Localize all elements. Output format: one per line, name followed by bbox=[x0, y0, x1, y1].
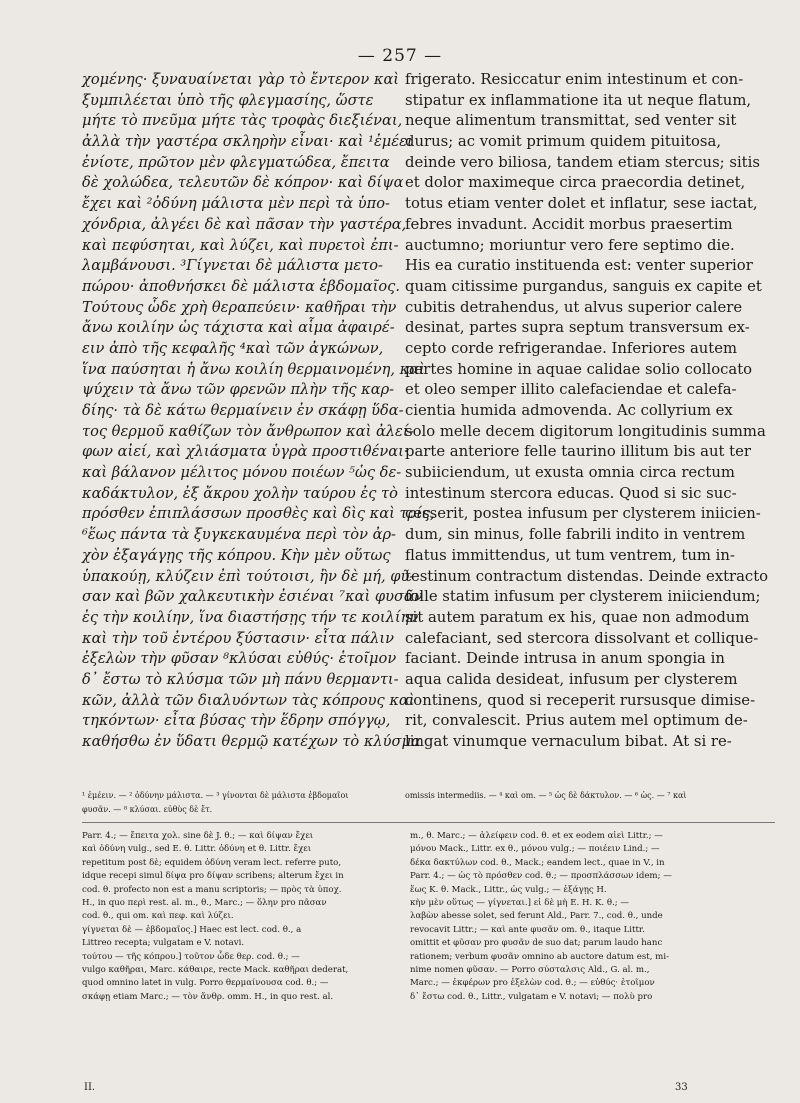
latin-text-line: cientia humida admovenda. Ac collyrium ex bbox=[405, 402, 733, 419]
greek-text-line: καὶ πεφύσηται, καὶ λύζει, καὶ πυρετοὶ ἐπι- bbox=[82, 236, 399, 254]
apparatus-line: Parr. 4.; — ὡς τὸ πρόσθεν cod. θ.; — προσπλάσσων idem; — bbox=[410, 871, 672, 882]
greek-text-line: πρόσθεν ἐπιπλάσσων προσθὲς καὶ δὶς καὶ τρίς, bbox=[82, 505, 435, 523]
latin-text-line: et oleo semper illito calefaciendae et calefa- bbox=[405, 381, 737, 399]
apparatus-line: καὶ ὀδύνη vulg., sed E. θ. Littr. ὀδύνη et θ. Littr. ἔχει bbox=[82, 844, 312, 855]
latin-text-line: auctumno; moriuntur vero fere septimo die. bbox=[405, 236, 735, 254]
greek-text-line: ἵνα παύσηται ἡ ἄνω κοιλίη θερμαινομένη, καὶ bbox=[82, 360, 425, 378]
greek-text-line: καὶ βάλανον μέλιτος μόνου ποιέων ⁵ὡς δε- bbox=[82, 464, 402, 482]
apparatus-line: Parr. 4.; — ἔπειτα χολ. sine δὲ J. θ.; — καὶ δίψαν ἔχει bbox=[82, 831, 314, 841]
latin-text-line: durus; ac vomit primum quidem pituitosa, bbox=[405, 133, 722, 151]
apparatus-line: κὴν μὲν οὕτως — γίγνεται.] εἰ δὲ μὴ E. H. K. θ.; — bbox=[410, 897, 629, 908]
latin-text-line: stipatur ex inflammatione ita ut neque flatum, bbox=[405, 91, 752, 109]
greek-text-column bbox=[82, 70, 435, 753]
signature-mark: II. bbox=[84, 1082, 96, 1093]
greek-text-line: ἐξελὼν τὴν φῦσαν ⁸κλύσαι εὐθύς· ἑτοῖμον bbox=[82, 650, 397, 668]
latin-text-line: faciant. Deinde intrusa in anum spongia in bbox=[405, 650, 725, 668]
latin-text-line: cesserit, postea infusum per clysterem iniicien- bbox=[405, 505, 761, 523]
greek-text-line: ἐς τὴν κοιλίην, ἵνα διαστήσῃς τήν τε κοιλίην bbox=[82, 608, 419, 626]
apparatus-line: λαβὼν abesse solet, sed ferunt Ald., Parr. 7., cod. θ., unde bbox=[410, 911, 663, 922]
greek-text-line: ἄνω κοιλίην ὡς τάχιστα καὶ αἷμα ἀφαιρέ- bbox=[82, 319, 395, 337]
greek-text-line: χόνδρια, ἀλγέει δὲ καὶ πᾶσαν τὴν γαστέρα, bbox=[82, 215, 407, 233]
latin-text-line: deinde vero biliosa, tandem etiam stercus; sitis bbox=[405, 153, 760, 171]
greek-text-line: καδάκτυλον, ἐξ ἄκρου χολὴν ταύρου ἐς τὸ bbox=[82, 484, 398, 502]
greek-text-line: τηκόντων· εἶτα βύσας τὴν ἕδρην σπόγγῳ, bbox=[82, 712, 391, 730]
apparatus-line: H., in quo περὶ rest. al. m., θ., Marc.; — ὅλην pro πᾶσαν bbox=[82, 897, 327, 908]
apparatus-line: τούτου — τῆς κόπρου.] τοῦτον ὧδε θερ. cod. θ.; — bbox=[82, 951, 300, 962]
apparatus-line: cod. θ. profecto non est a manu scriptoris; — πρὸς τὰ ὑποχ. bbox=[82, 884, 342, 895]
apparatus-line: δέκα δακτύλων cod. θ., Mack.; eandem lect., quae in V., in bbox=[410, 857, 665, 868]
apparatus-line: Littreo recepta; vulgatam e V. notavi. bbox=[82, 938, 245, 949]
latin-text-line: febres invadunt. Accidit morbus praesertim bbox=[405, 215, 733, 233]
latin-text-line: testinum contractum distendas. Deinde extracto bbox=[405, 567, 769, 585]
latin-text-line: subiiciendum, ut exusta omnia circa rectum bbox=[405, 464, 735, 482]
greek-text-line: χὸν ἐξαγάγῃς τῆς κόπρου. Κὴν μὲν οὕτως bbox=[82, 546, 391, 564]
greek-text-line: καὶ τὴν τοῦ ἐντέρου ξύστασιν· εἶτα πάλιν bbox=[82, 629, 395, 647]
latin-text-line: folle statim infusum per clysterem iniiciendum; bbox=[405, 588, 761, 606]
greek-text-line: καθήσθω ἐν ὕδατι θερμῷ κατέχων τὸ κλύσμα bbox=[82, 733, 421, 750]
greek-text-line: ἔχει καὶ ²ὀδύνη μάλιστα μὲν περὶ τὰ ὑπο- bbox=[82, 195, 390, 213]
latin-text-line: calefaciant, sed stercora dissolvant et collique- bbox=[405, 629, 759, 647]
greek-text-line: σαν καὶ βῶν χαλκευτικὴν ἐσιέναι ⁷καὶ φυσᾶν bbox=[82, 588, 423, 606]
latin-text-line: desinat, partes supra septum transversum ex- bbox=[405, 319, 750, 337]
latin-text-line: cepto corde refrigerandae. Inferiores autem bbox=[405, 339, 738, 357]
greek-text-line: ὑπακούῃ, κλύζειν ἐπὶ τούτοισι, ἢν δὲ μή, φῦ- bbox=[82, 567, 415, 585]
greek-text-line: λαμβάνουσι. ³Γίγνεται δὲ μάλιστα μετο- bbox=[82, 257, 383, 275]
greek-text-line: πώρου· ἀποθνήσκει δὲ μάλιστα ἑβδομαῖος. bbox=[82, 277, 400, 295]
apparatus-line: μόνου Mack., Littr. ex θ., μόνου vulg.; — ποιέειν Lind.; — bbox=[410, 844, 660, 855]
latin-text-line: totus etiam venter dolet et inflatur, sese iactat, bbox=[405, 195, 758, 213]
latin-text-column bbox=[405, 70, 775, 753]
apparatus-line: m., θ. Marc.; — ἀλείφειν cod. θ. et ex eodem αἰεὶ Littr.; — bbox=[410, 831, 663, 841]
apparatus-line: γίγνεται δὲ — ἑβδομαῖος.] Haec est lect. cod. θ., a bbox=[82, 924, 302, 935]
latin-text-line: lingat vinumque vernaculum bibat. At si re- bbox=[405, 733, 732, 750]
latin-text-line: flatus immittendus, ut tum ventrem, tum in- bbox=[405, 546, 735, 564]
greek-text-line: ἀλλὰ τὴν γαστέρα σκληρὴν εἶναι· καὶ ¹ἐμέει bbox=[82, 133, 413, 151]
latin-text-line: rit, convalescit. Prius autem mel optimum de- bbox=[405, 712, 748, 730]
apparatus-line: nime nomen φῦσαν. — Porro σύσταλσις Ald., G. al. m., bbox=[410, 964, 650, 975]
apparatus-right-column bbox=[410, 830, 775, 1004]
latin-text-line: aqua calida desideat, infusum per clysterem bbox=[405, 670, 738, 688]
greek-text-line: κῶν, ἀλλὰ τῶν διαλυόντων τὰς κόπρους καὶ bbox=[82, 691, 415, 709]
greek-text-line: φων αἰεί, καὶ χλιάσματα ὑγρὰ προστιθέναι· bbox=[82, 443, 409, 461]
apparatus-line: idque recepi simul δίψα pro δίψαν scribens; alterum ἔχει in bbox=[82, 871, 344, 882]
greek-text-line: δὲ χολώδεα, τελευτῶν δὲ κόπρον· καὶ δίψα bbox=[82, 174, 404, 192]
apparatus-line: δ᾽ ἔστω cod. θ., Littr., vulgatam e V. notavi; — πολὺ pro bbox=[410, 991, 653, 1002]
apparatus-divider bbox=[82, 822, 775, 823]
latin-text-line: His ea curatio instituenda est: venter superior bbox=[405, 257, 753, 275]
footnotes bbox=[82, 789, 775, 802]
apparatus-line: cod. θ., qui om. καὶ πεφ. καὶ λύζει. bbox=[82, 911, 234, 922]
apparatus-line: quod omnino latet in vulg. Porro θερμαίνουσα cod. θ.; — bbox=[82, 978, 329, 989]
footnote-line-2: φυσᾶν. — ⁸ κλύσαι. εὐθὺς δὲ ἔτ. bbox=[82, 805, 213, 814]
greek-text-line: Τούτους ὧδε χρὴ θεραπεύειν· καθῆραι τὴν bbox=[82, 298, 397, 316]
greek-text-line: ἐνίοτε, πρῶτον μὲν φλεγματώδεα, ἔπειτα bbox=[82, 153, 390, 171]
latin-text-line: sit autem paratum ex his, quae non admodum bbox=[405, 608, 750, 626]
sheet-number: 33 bbox=[675, 1082, 688, 1093]
latin-text-line: solo melle decem digitorum longitudinis summa bbox=[405, 422, 766, 440]
apparatus-line: σκάφῃ etiam Marc.; — τὸν ἄνθρ. omm. H., in quo rest. al. bbox=[82, 991, 334, 1002]
latin-text-line: partes homine in aquae calidae solio collocato bbox=[405, 360, 753, 378]
apparatus-line: rationem; verbum φυσᾶν omnino ab auctore datum est, mi- bbox=[410, 951, 669, 962]
latin-text-line: dum, sin minus, folle fabrili indito in ventrem bbox=[405, 526, 746, 544]
latin-text-line: frigerato. Resiccatur enim intestinum et con- bbox=[405, 71, 744, 88]
greek-text-line: τος θερμοῦ καθίζων τὸν ἄνθρωπον καὶ ἀλεί- bbox=[82, 422, 414, 440]
apparatus-left-column bbox=[82, 830, 400, 1004]
latin-text-line: intestinum stercora educas. Quod si sic suc- bbox=[405, 484, 737, 502]
footnote-line-right: omissis intermediis. — ⁴ καὶ om. — ⁵ ὡς δὲ δάκτυλον. — ⁶ ὡς. — ⁷ καὶ bbox=[405, 791, 687, 800]
latin-text-line: neque alimentum transmittat, sed venter sit bbox=[405, 112, 737, 130]
apparatus-line: revocavit Littr.; — καὶ ante φυσᾶν om. θ., itaque Littr. bbox=[410, 924, 645, 935]
apparatus-line: Marc.; — ἐκφέρων pro ἐξελὼν cod. θ.; — εὐθύς· ἑτοῖμον bbox=[410, 978, 655, 989]
greek-text-line: ψύχειν τὰ ἄνω τῶν φρενῶν πλὴν τῆς καρ- bbox=[82, 381, 395, 399]
apparatus-line: repetitum post δὲ; equidem ὀδύνη veram lect. referre puto, bbox=[82, 857, 342, 868]
latin-text-line: et dolor maximeque circa praecordia detinet, bbox=[405, 174, 746, 192]
apparatus-line: omittit et φῦσαν pro φυσᾶν de suo dat; parum laudo hanc bbox=[410, 938, 663, 949]
latin-text-line: quam citissime purgandus, sanguis ex capite et bbox=[405, 277, 762, 295]
page-number: — 257 — bbox=[357, 46, 443, 66]
footnotes-continued bbox=[82, 803, 775, 816]
footnote-line-left: ¹ ἐμέειν. — ² ὀδύνην μάλιστα. — ³ γίνονται δὲ μάλιστα ἑβδομαῖοι bbox=[82, 791, 349, 800]
latin-text-line: parte anteriore felle taurino illitum bis aut ter bbox=[405, 443, 751, 461]
greek-text-line: ⁶ἕως πάντα τὰ ξυγκεκαυμένα περὶ τὸν ἀρ- bbox=[82, 526, 396, 544]
greek-text-line: δ᾽ ἔστω τὸ κλύσμα τῶν μὴ πάνυ θερμαντι- bbox=[82, 670, 399, 688]
greek-text-line: ειν ἀπὸ τῆς κεφαλῆς ⁴καὶ τῶν ἀγκώνων, bbox=[82, 339, 384, 357]
apparatus-line: vulgo καθῆραι, Marc. κάθαιρε, recte Mack. καθῆραι dederat, bbox=[82, 964, 349, 975]
greek-text-line: δίης· τὰ δὲ κάτω θερμαίνειν ἐν σκάφῃ ὕδα- bbox=[82, 402, 404, 419]
greek-text-line: ξυμπιλέεται ὑπὸ τῆς φλεγμασίης, ὥστε bbox=[82, 91, 374, 109]
latin-text-line: cubitis detrahendus, ut alvus superior calere bbox=[405, 298, 743, 316]
greek-text-line: μήτε τὸ πνεῦμα μήτε τὰς τροφὰς διεξιέναι, bbox=[82, 112, 403, 130]
latin-text-line: continens, quod si receperit rursusque dimise- bbox=[405, 691, 756, 709]
greek-text-line: χομένης· ξυναυαίνεται γὰρ τὸ ἔντερον καὶ bbox=[82, 71, 400, 88]
apparatus-line: ἕως K. θ. Mack., Littr., ὡς vulg.; — ἐξάγῃς H. bbox=[410, 884, 607, 895]
